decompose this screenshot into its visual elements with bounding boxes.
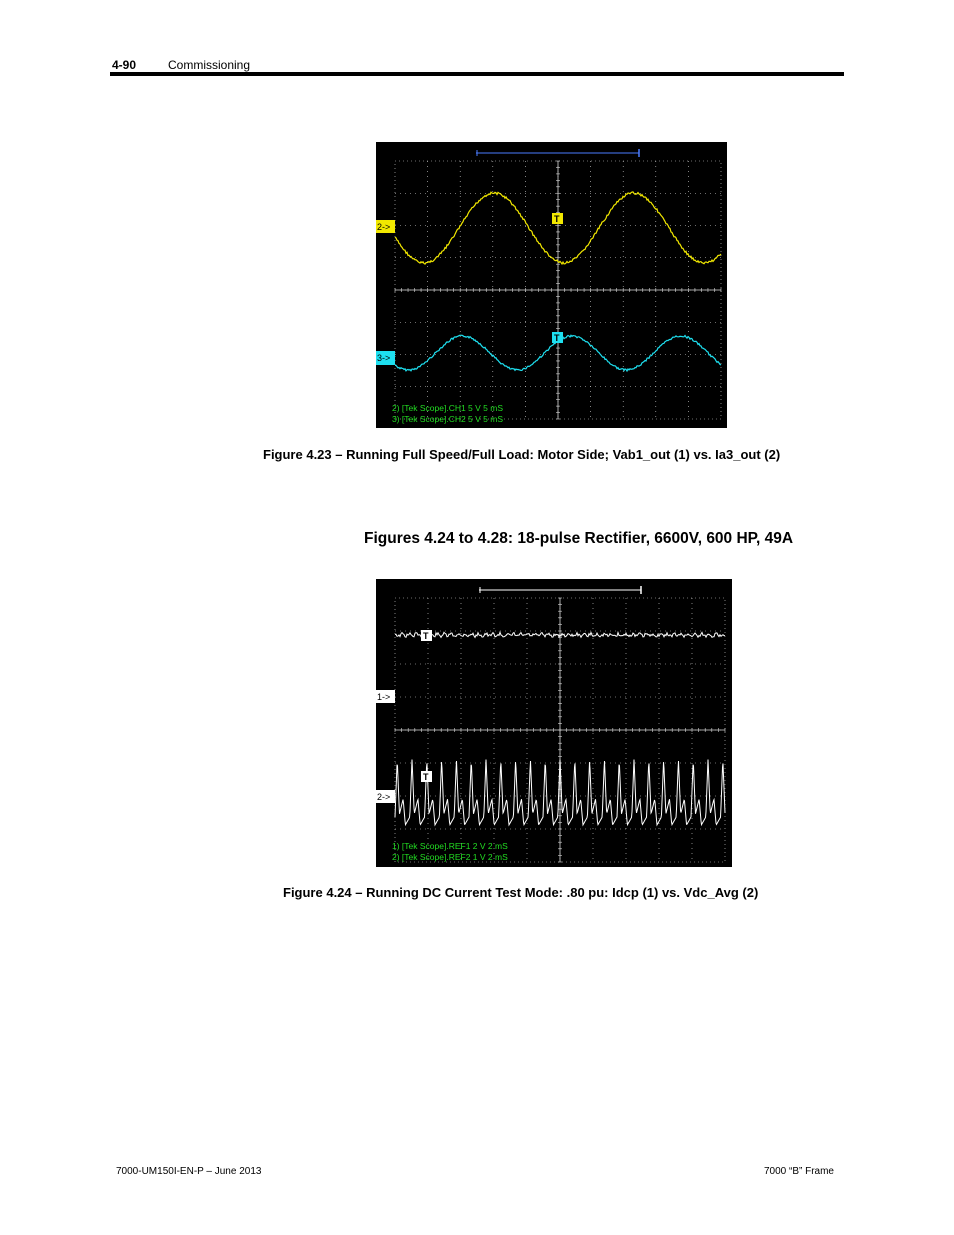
header-rule: [110, 72, 844, 76]
oscilloscope-figure-4-24: [376, 579, 732, 867]
trigger-marker-1-label: T: [423, 631, 429, 641]
footer-product-name: 7000 “B” Frame: [763, 1166, 834, 1177]
channel-3-marker-label: 3->: [377, 353, 391, 363]
oscilloscope-figure-4-23: [376, 142, 727, 428]
scope-display-2: [376, 579, 732, 867]
channel-2-marker-label: 2->: [377, 792, 391, 802]
page-number: 4-90: [112, 58, 137, 72]
trigger-marker-1-label: T: [554, 214, 560, 224]
scope-grid: [395, 598, 725, 862]
section-heading: Figures 4.24 to 4.28: 18-pulse Rectifier, 6600V, 600 HP, 49A: [364, 530, 794, 547]
scope-grid: [395, 161, 721, 419]
scope-status-line-2: 2) [Tek Scope].REF2 1 V 2 mS: [392, 852, 508, 862]
section-title: Commissioning: [168, 58, 251, 72]
trigger-marker-2-label: T: [423, 772, 429, 782]
figure-4-23-caption: Figure 4.23 – Running Full Speed/Full Load: Motor Side; Vab1_out (1) vs. Ia3_out (2): [263, 447, 781, 462]
scope-status-line-1: 2) [Tek Scope].CH1 5 V 5 mS: [392, 403, 504, 413]
channel-1-marker-label: 1->: [377, 692, 391, 702]
footer-document-id: 7000-UM150I-EN-P – June 2013: [116, 1166, 262, 1177]
channel-2-marker-label: 2->: [377, 222, 391, 232]
scope-status-line-2: 3) [Tek Scope].CH2 5 V 5 mS: [392, 414, 504, 424]
trigger-marker-2-label: T: [554, 333, 560, 343]
figure-4-24-caption: Figure 4.24 – Running DC Current Test Mode: .80 pu: Idcp (1) vs. Vdc_Avg (2): [283, 885, 759, 900]
scope-display-1: [376, 142, 727, 428]
scope-status-line-1: 1) [Tek Scope].REF1 2 V 2 mS: [392, 841, 508, 851]
